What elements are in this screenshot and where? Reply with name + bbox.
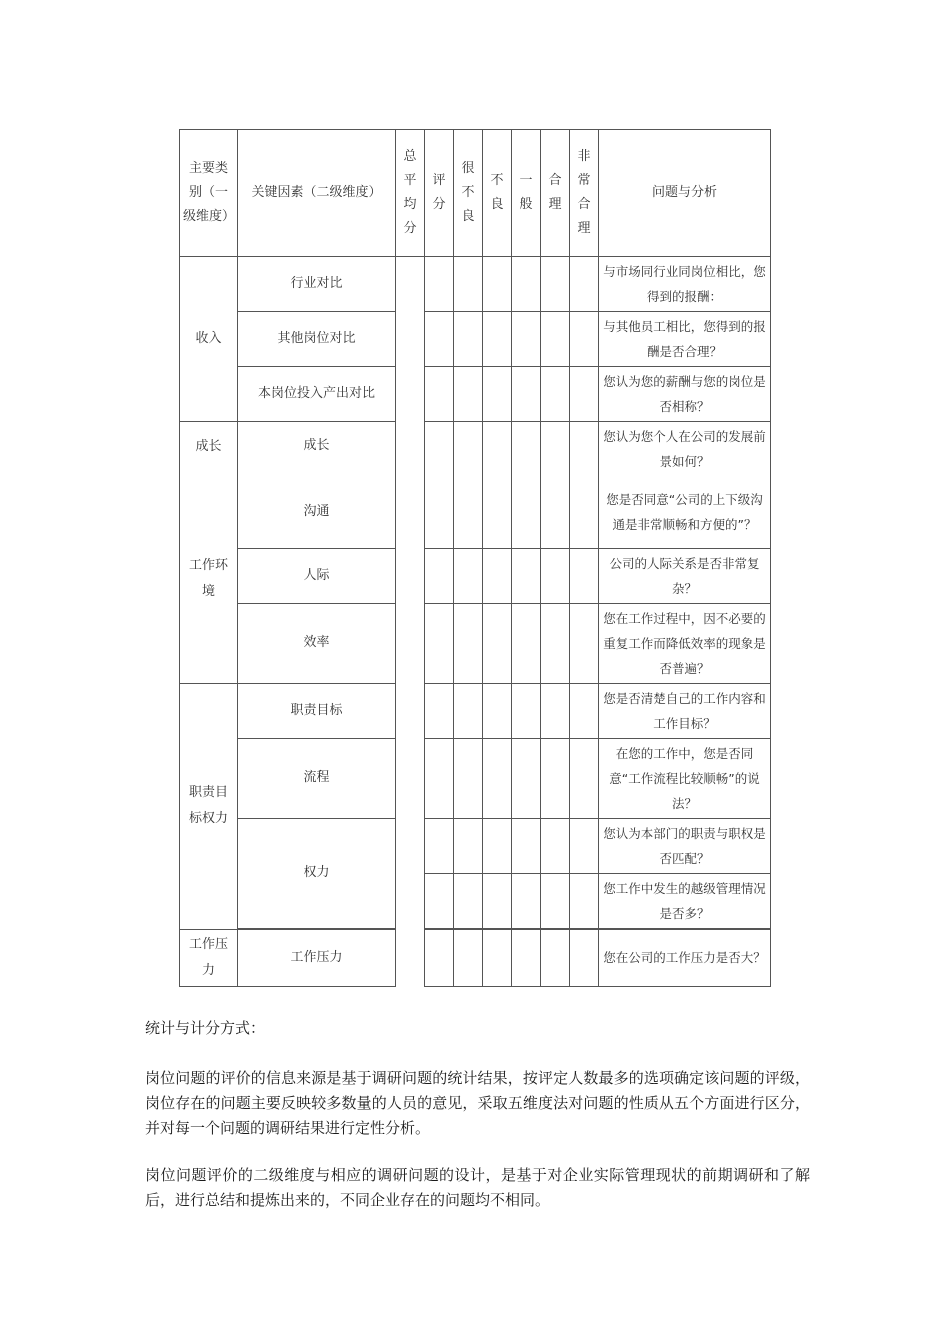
rating-cell — [454, 929, 483, 986]
score-cell — [425, 873, 454, 928]
rating-cell — [512, 738, 541, 818]
header-score: 评分 — [425, 130, 454, 257]
question-text: 您认为本部门的职责与职权是否匹配？ — [599, 818, 771, 873]
rating-cell — [483, 367, 512, 422]
rating-cell — [483, 683, 512, 738]
category-income: 收入 — [180, 257, 238, 422]
factor-input-output: 本岗位投入产出对比 — [238, 367, 396, 422]
rating-cell — [512, 548, 541, 603]
category-environment: 工作环境 — [180, 476, 238, 683]
score-cell — [425, 818, 454, 873]
rating-cell — [483, 738, 512, 818]
score-cell — [425, 367, 454, 422]
factor-relations: 人际 — [238, 548, 396, 603]
question-text: 与市场同行业同岗位相比，您得到的报酬： — [599, 257, 771, 312]
rating-cell — [541, 603, 570, 683]
question-text: 您在公司的工作压力是否大？ — [599, 929, 771, 986]
score-cell — [425, 257, 454, 312]
table-row — [180, 818, 771, 873]
rating-cell — [454, 683, 483, 738]
factor-pressure: 工作压力 — [238, 929, 396, 986]
header-question: 问题与分析 — [599, 130, 771, 257]
table-row — [180, 548, 771, 603]
score-cell — [425, 422, 454, 549]
rating-cell — [454, 422, 483, 549]
score-cell — [425, 603, 454, 683]
score-cell — [425, 929, 454, 986]
rating-cell — [454, 818, 483, 873]
table-header-row — [180, 130, 771, 257]
header-very-reasonable: 非常合理 — [570, 130, 599, 257]
rating-cell — [483, 257, 512, 312]
question-text: 您认为您的薪酬与您的岗位是否相称？ — [599, 367, 771, 422]
rating-cell — [541, 929, 570, 986]
score-cell — [425, 312, 454, 367]
rating-cell — [541, 738, 570, 818]
factor-process: 流程 — [238, 738, 396, 818]
rating-cell — [570, 422, 599, 549]
table-row — [180, 738, 771, 818]
rating-cell — [454, 548, 483, 603]
rating-cell — [454, 367, 483, 422]
rating-cell — [570, 818, 599, 873]
paragraph-dimension-design: 岗位问题评价的二级维度与相应的调研问题的设计，是基于对企业实际管理现状的前期调研和了解后，进行总结和提炼出来的，不同企业存在的问题均不相同。 — [145, 1166, 810, 1209]
rating-cell — [541, 312, 570, 367]
question-text: 您是否清楚自己的工作内容和工作目标？ — [599, 683, 771, 738]
rating-cell — [541, 422, 570, 549]
category-pressure: 工作压力 — [180, 929, 238, 986]
rating-cell — [483, 422, 512, 549]
header-reasonable: 合理 — [541, 130, 570, 257]
rating-cell — [570, 367, 599, 422]
question-text: 您是否同意“公司的上下级沟通是非常顺畅和方便的”？ — [599, 476, 771, 548]
rating-cell — [541, 818, 570, 873]
factor-duty-goal: 职责目标 — [238, 683, 396, 738]
header-factor: 关键因素（二级维度） — [238, 130, 396, 257]
rating-cell — [570, 929, 599, 986]
question-text: 您在工作过程中，因不必要的重复工作而降低效率的现象是否普遍？ — [599, 603, 771, 683]
factor-industry: 行业对比 — [238, 257, 396, 312]
question-text: 公司的人际关系是否非常复杂？ — [599, 548, 771, 603]
factor-efficiency: 效率 — [238, 603, 396, 683]
rating-cell — [570, 683, 599, 738]
header-bad: 不良 — [483, 130, 512, 257]
rating-cell — [454, 257, 483, 312]
rating-cell — [454, 603, 483, 683]
rating-cell — [454, 873, 483, 928]
table-row — [180, 929, 771, 986]
score-cell — [425, 548, 454, 603]
rating-cell — [512, 683, 541, 738]
rating-cell — [512, 818, 541, 873]
rating-cell — [570, 873, 599, 928]
rating-cell — [512, 422, 541, 549]
question-text: 在您的工作中，您是否同意“工作流程比较顺畅”的说法？ — [599, 738, 771, 818]
rating-cell — [570, 738, 599, 818]
factor-power: 权力 — [238, 818, 396, 928]
factor-growth: 成长 — [238, 422, 396, 477]
score-cell — [425, 738, 454, 818]
question-text: 您工作中发生的越级管理情况是否多？ — [599, 873, 771, 928]
rating-cell — [454, 312, 483, 367]
rating-cell — [541, 683, 570, 738]
rating-cell — [512, 603, 541, 683]
question-text: 您认为您个人在公司的发展前景如何？ — [599, 422, 771, 477]
table-row — [180, 312, 771, 367]
rating-cell — [541, 873, 570, 928]
table-row — [180, 422, 771, 477]
rating-cell — [512, 367, 541, 422]
category-duty: 职责目标权力 — [180, 683, 238, 929]
header-very-bad: 很不良 — [454, 130, 483, 257]
rating-cell — [541, 257, 570, 312]
rating-cell — [512, 312, 541, 367]
rating-cell — [512, 929, 541, 986]
header-average: 总平均分 — [396, 130, 425, 257]
rating-cell — [541, 548, 570, 603]
question-text: 与其他员工相比，您得到的报酬是否合理？ — [599, 312, 771, 367]
header-category: 主要类别（一级维度） — [180, 130, 238, 257]
average-score-cell — [396, 257, 425, 987]
paragraph-scoring-method: 岗位问题的评价的信息来源是基于调研问题的统计结果，按评定人数最多的选项确定该问题的评级，岗位存在的问题主要反映较多数量的人员的意见，采取五维度法对问题的性质从五个方面进行区分，并对每一个问题的调研结果进行定性分析。 — [145, 1069, 810, 1137]
factor-communication: 沟通 — [238, 476, 396, 548]
rating-cell — [512, 257, 541, 312]
table-row — [180, 257, 771, 312]
rating-cell — [483, 818, 512, 873]
rating-cell — [483, 548, 512, 603]
rating-cell — [570, 548, 599, 603]
score-cell — [425, 683, 454, 738]
rating-cell — [570, 603, 599, 683]
rating-cell — [483, 873, 512, 928]
rating-cell — [570, 257, 599, 312]
table-row — [180, 683, 771, 738]
category-growth: 成长 — [180, 422, 238, 477]
rating-cell — [570, 312, 599, 367]
rating-cell — [483, 929, 512, 986]
rating-cell — [483, 312, 512, 367]
rating-cell — [483, 603, 512, 683]
rating-cell — [512, 873, 541, 928]
rating-cell — [541, 367, 570, 422]
table-row — [180, 603, 771, 683]
survey-table — [179, 129, 771, 987]
factor-other-positions: 其他岗位对比 — [238, 312, 396, 367]
table-row — [180, 367, 771, 422]
section-title: 统计与计分方式： — [145, 1019, 266, 1037]
header-normal: 一般 — [512, 130, 541, 257]
rating-cell — [454, 738, 483, 818]
